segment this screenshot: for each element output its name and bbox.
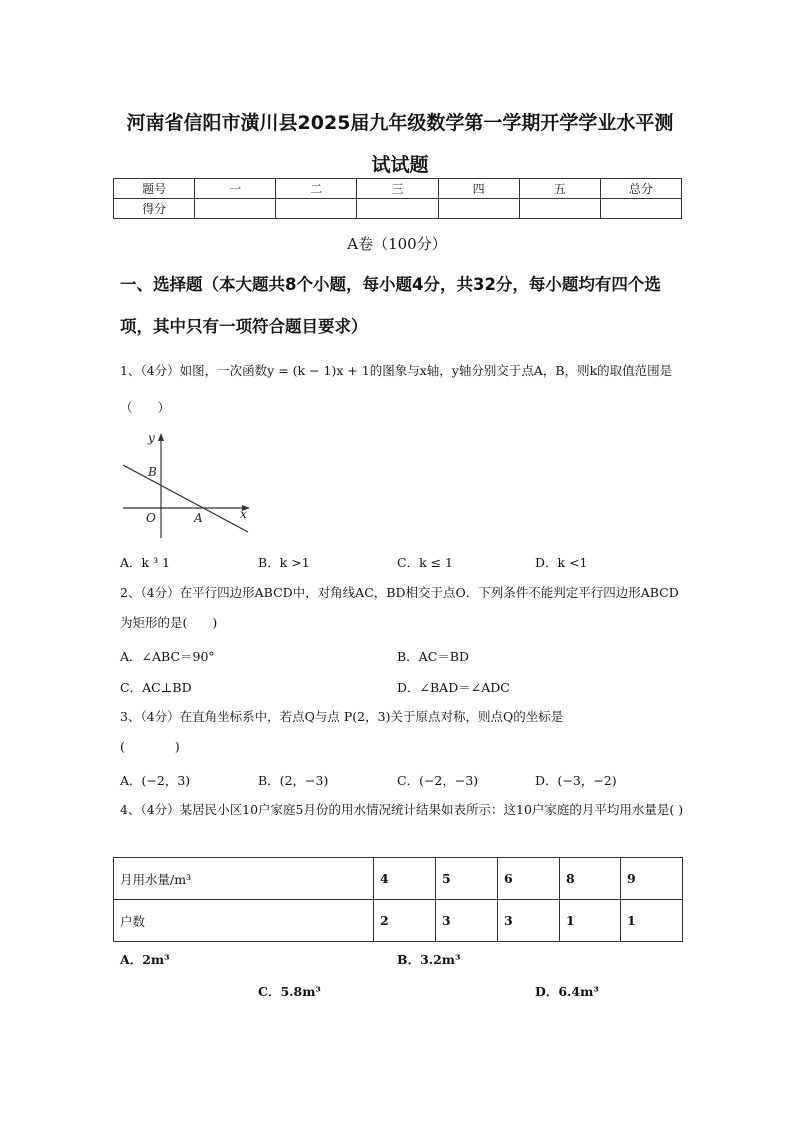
score-header-cell: 题号: [114, 179, 195, 199]
score-row-label: 得分: [114, 199, 195, 219]
q1-option-d[interactable]: D．k <1: [535, 555, 588, 570]
q2-option-c[interactable]: C．AC⊥BD: [120, 680, 192, 695]
household-cell: 3: [436, 900, 498, 942]
household-cell: 1: [560, 900, 621, 942]
q1-stem: 1、（4分）如图，一次函数y = (k − 1)x + 1的图象与x轴，y轴分别交于点A，B，则k的取值范围是（ ）: [120, 363, 673, 415]
water-row-label: 月用水量/m³: [114, 858, 374, 900]
score-table-header-row: [114, 179, 682, 199]
q4-option-b[interactable]: B．3.2m³: [397, 952, 461, 967]
score-table: [113, 178, 682, 219]
score-cell: [519, 199, 600, 219]
score-cell: [195, 199, 276, 219]
household-row-label: 户数: [114, 900, 374, 942]
q3-stem: 3、（4分）在直角坐标系中，若点Q与点 P(2，3)关于原点对称，则点Q的坐标是: [120, 709, 564, 724]
graph-label-a: A: [194, 511, 203, 525]
water-cell: 9: [621, 858, 683, 900]
score-header-cell: 五: [519, 179, 600, 199]
water-cell: 8: [560, 858, 621, 900]
score-cell: [276, 199, 357, 219]
score-cell: [357, 199, 438, 219]
score-cell: [438, 199, 519, 219]
section1-heading: 一、选择题（本大题共8个小题，每小题4分，共32分，每小题均有四个选项，其中只有一项符合题目要求）: [120, 275, 661, 336]
score-header-cell: 二: [276, 179, 357, 199]
graph-label-x: x: [240, 507, 247, 521]
graph-label-y: y: [148, 431, 155, 445]
score-header-cell: 总分: [600, 179, 681, 199]
household-cell: 1: [621, 900, 683, 942]
q4-stem: 4、（4分）某居民小区10户家庭5月份的用水情况统计结果如表所示：这10户家庭的月平均用水量是( ): [120, 802, 684, 817]
section-a-heading: A卷（100分）: [347, 235, 447, 253]
q2-option-a[interactable]: A．∠ABC＝90°: [120, 649, 215, 664]
score-header-cell: 四: [438, 179, 519, 199]
water-cell: 4: [374, 858, 436, 900]
q3-option-b[interactable]: B．(2，−3): [258, 773, 329, 788]
water-usage-row: [114, 858, 683, 900]
q4-option-c[interactable]: C．5.8m³: [258, 984, 321, 999]
exam-title: 河南省信阳市潢川县2025届九年级数学第一学期开学学业水平测: [126, 112, 674, 134]
score-header-cell: 三: [357, 179, 438, 199]
q2-option-b[interactable]: B．AC＝BD: [397, 649, 469, 664]
household-cell: 2: [374, 900, 436, 942]
water-cell: 6: [498, 858, 560, 900]
function-line: [123, 465, 248, 532]
q4-option-a[interactable]: A．2m³: [120, 952, 170, 967]
graph-label-o: O: [146, 511, 156, 525]
graph-label-b: B: [148, 465, 157, 479]
water-cell: 5: [436, 858, 498, 900]
q3-option-d[interactable]: D．(−3，−2): [535, 773, 617, 788]
q1-option-a[interactable]: A．k ³ 1: [120, 555, 171, 570]
q1-option-b[interactable]: B．k >1: [258, 555, 310, 570]
score-header-cell: 一: [195, 179, 276, 199]
q3-stem-blank: ( ): [120, 739, 180, 754]
q3-option-c[interactable]: C．(−2，−3): [397, 773, 479, 788]
y-axis-arrow: [158, 433, 164, 441]
exam-title-continued: 试试题: [371, 154, 429, 176]
water-usage-table: [113, 857, 683, 942]
q1-option-c[interactable]: C．k ≤ 1: [397, 555, 454, 570]
household-count-row: [114, 900, 683, 942]
score-table-score-row: [114, 199, 682, 219]
q2-stem: 2、（4分）在平行四边形ABCD中，对角线AC，BD相交于点O．下列条件不能判定平行四边形ABCD为矩形的是( ): [120, 585, 679, 630]
q4-option-d[interactable]: D．6.4m³: [535, 984, 599, 999]
household-cell: 3: [498, 900, 560, 942]
q3-option-a[interactable]: A．(−2，3): [120, 773, 191, 788]
q2-option-d[interactable]: D．∠BAD＝∠ADC: [397, 680, 510, 695]
q1-graph: [118, 430, 253, 540]
score-cell: [600, 199, 681, 219]
